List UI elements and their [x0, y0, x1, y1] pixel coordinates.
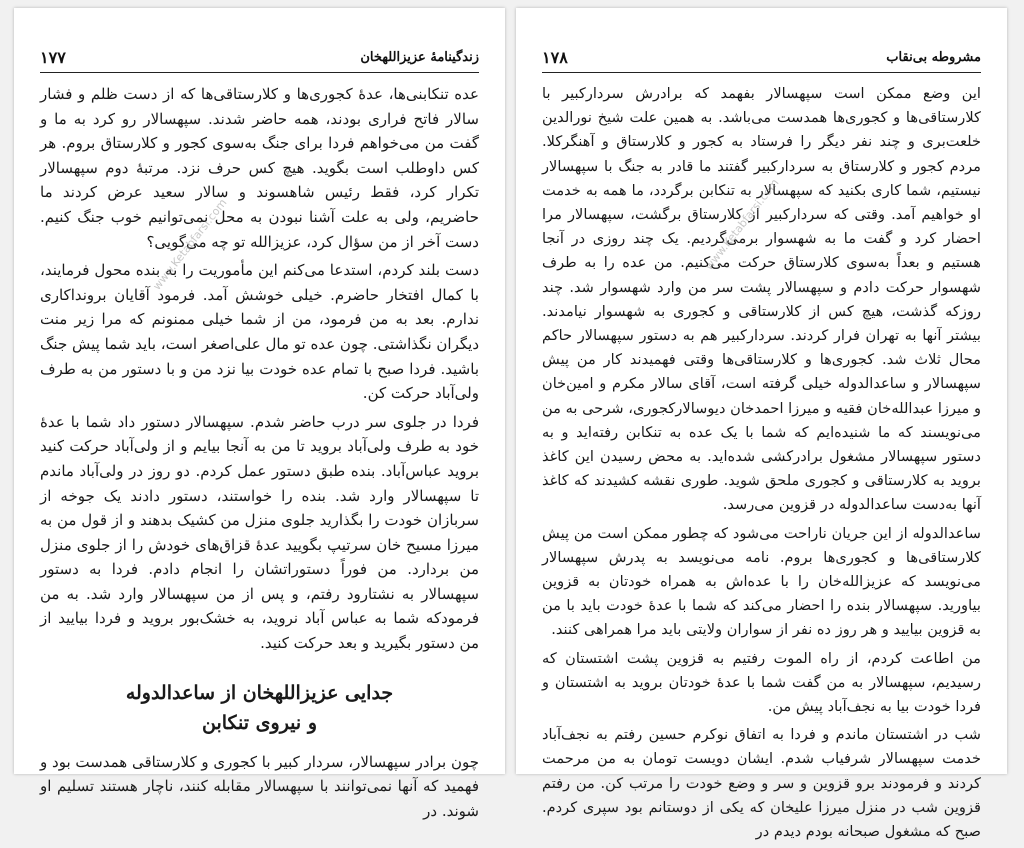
paragraph: ساعدالدوله از این جریان ناراحت می‌شود که چطور ممکن است من پیش کلارستاقی‌ها و کجوری‌ها بروم. نامه می‌نویسد به پدرش سپهسالار می‌نویسد که عزیزالله‌خان را با عده‌اش به همراه خودتان به قزوین بیاورید. سپهسالار بنده را احضار می‌کند که شما با عدهٔ خودت باید با من به قزوین بیایید و هر روز ده نفر از سواران ولایتی باید مرا همراهی کنند. [542, 524, 981, 639]
page-number: ۱۷۸ [542, 48, 568, 67]
paragraph: عده تنکابنی‌ها، عدهٔ کجوری‌ها و کلارستاقی‌ها که از دست ظلم و فشار سالار فاتح فراری بودند، همه حاضر شدند. سپهسالار رو کرد به ما و گفت من می‌خواهم فردا برای جنگ به‌سوی کجور و کلارستاق بروم. هر کس داوطلب است بگوید. هیچ کس حرف نزد. مرتبهٔ دوم سپهسالار تکرار کرد، فقط رئیس شاهسوند و سالار سعید عرض کردند ما حاضریم، ولی به علت آشنا نبودن به محل نمی‌توانیم خوب جنگ کنیم. دست آخر از من سؤال کرد، عزیزالله تو چه می‌گویی؟ [40, 85, 479, 251]
right-page-header [542, 50, 981, 73]
paragraph: دست بلند کردم، استدعا می‌کنم این مأموریت را به بنده محول فرمایند، با کمال افتخار حاضرم. خیلی خوشش آمد. فرمود آقایان برونداکاری ندارم. بعد به من فرمود، من از شما خیلی ممنونم که مرا زیر منت دیگران نگذاشتی. چون عده تو مال علی‌اصغر است، باید شما پیش جنگ باشید. فردا صبح با تمام عده خودت بیا نزد من و با دستور من به طرف ولی‌آباد حرکت کن. [40, 261, 479, 403]
left-page-body [40, 82, 479, 827]
paragraph: من اطاعت کردم، از راه الموت رفتیم به قزوین پشت اشتستان که رسیدیم، سپهسالار به من گفت شما با عدهٔ خودتان بروید به اشتستان و فردا خودت بیا به نجف‌آباد پیش من. [542, 649, 981, 716]
watermark: www.Ketabfarsi.com [702, 176, 782, 273]
paragraph: این وضع ممکن است سپهسالار بفهمد که برادرش سردارکبیر با کلارستاقی‌ها و کجوری‌ها همدست می‌باشد. به همین علت شیخ نورالدین خلعت‌بری و چند نفر دیگر را فرستاد به کجور و کلارستاق و آهنگرکلا. مردم کجور و کلارستاق به سردارکبیر گفتند ما قادر به جنگ با سپهسالار نیستیم، شما کاری بکنید که سپهسالار به تنکابن برگردد، ما همه به خدمت او خواهیم آمد. وقتی که سردارکبیر از کلارستاق برگشت، سپهسالار مرا احضار کرد و گفت ما به شهسوار برمی‌گردیم. یک چند روزی در آنجا هستیم و بعداً به‌سوی کلارستاق حرکت می‌کنیم. من عده را به طرف شهسوار حرکت دادم و سپهسالار پشت سر من وارد شهسوار شد. چند روزکه گذشت، هیچ کس از کلارستاقی و کجوری به شهسوار نیامدند. بیشتر آنها به تهران فرار کردند. سردارکبیر هم به دستور سپهسالار حاکم محال ثلاث شد. کجوری‌ها و کلارستاقی‌ها وقتی فهمیدند کار من پیش سپهسالار و ساعدالدوله خیلی گرفته است، آقای سالار مکرم و امین‌خان و میرزا عبدالله‌خان فقیه و میرزا احمدخان دیوسالارکجوری، شرحی به من می‌نویسند که ما شنیده‌ایم که شما با یک عده به تنکابن رفته‌اید و به دستور سپهسالار مشغول برادرکشی شده‌اید. به محض رسیدن این کاغذ بروید به کلارستاقی و کجوری ملحق شوید. طوری نقشه کشیدند که کاغذ آنها به‌دست ساعدالدوله در قزوین می‌رسد. [542, 85, 981, 514]
left-page [14, 8, 505, 820]
paragraph: چون برادر سپهسالار، سردار کبیر با کجوری و کلارستاقی همدست بود و فهمید که آنها نمی‌توانند با سپهسالار مقابله کنند، ناچار هستند تسلیم او شوند. در [40, 752, 479, 820]
paragraph: شب در اشتستان ماندم و فردا به اتفاق نوکرم حسین رفتم به نجف‌آباد خدمت سپهسالار شرفیاب شدم. ایشان دویست تومان به من مرحمت کردند و فرمودند برو قزوین و سر و وضع خودت را مرتب کن. من رفتم قزوین شب در منزل میرزا علیخان که یکی از دوستانم بود سپری کردم. صبح که مشغول صبحانه بودم دیدم در [542, 726, 981, 841]
page-number: ۱۷۷ [40, 48, 66, 67]
running-title: زندگینامهٔ عزیزاللهخان [360, 50, 479, 65]
left-page-header [40, 50, 479, 73]
section-heading [40, 678, 479, 738]
section-heading-line: جدایی عزیزاللهخان از ساعدالدوله [125, 681, 394, 704]
watermark: www.Ketabfarsi.com [150, 196, 230, 293]
section-heading-line: و نیروی تنکابن [201, 711, 317, 734]
running-title: مشروطه بی‌نقاب [886, 50, 981, 65]
right-page [516, 8, 1007, 841]
paragraph: فردا در جلوی سر درب حاضر شدم. سپهسالار دستور داد شما با عدهٔ خود به طرف ولی‌آباد بروید تا من به آنجا بیایم و از ولی‌آباد حرکت کنید بروید عباس‌آباد. بنده طبق دستور عمل کردم. دو روز در ولی‌آباد ماندم تا سپهسالار وارد شد. بنده را خواستند، دستور دادند یک جوخه از سربازان خودت را بگذارید جلوی منزل من کشیک بدهند و از قول من به میرزا مسیح خان سرتیپ بگویید عدهٔ قزاق‌های خودش را از جلوی منزل من بردارد. من فوراً دستوراتشان را انجام دادم. فردا به دستور سپهسالار به نشتارود رفتم، و پس از من سپهسالار وارد شد. به من فرمودکه شما به عباس آباد نروید، به خشک‌بور بروید و فردا بیایید از من دستور بگیرید و بعد حرکت کنید. [40, 412, 479, 653]
